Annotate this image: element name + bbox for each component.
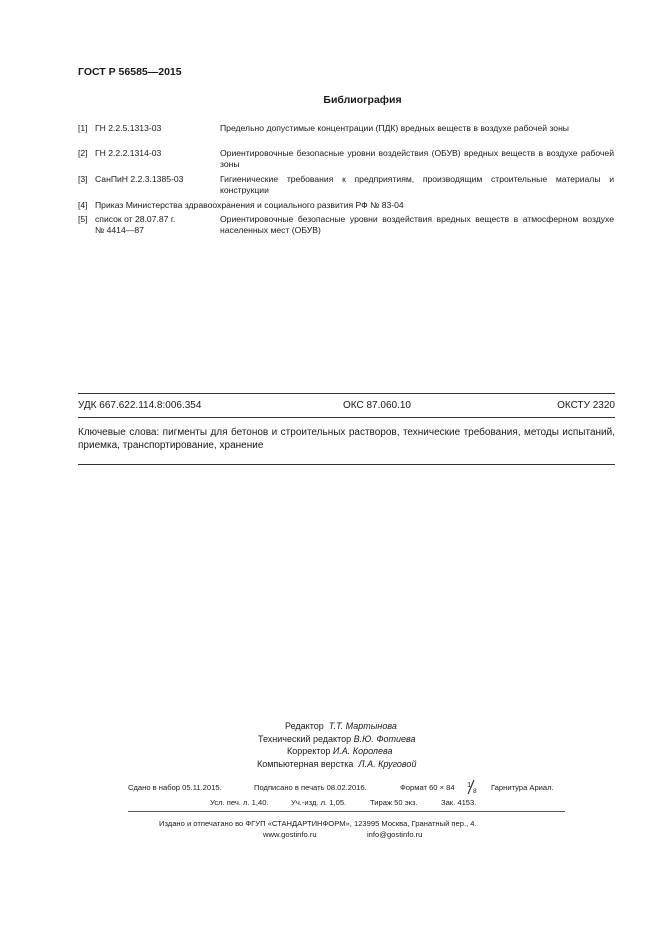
publisher-website[interactable]: www.gostinfo.ru [263, 830, 317, 839]
editor-row [285, 720, 397, 733]
standard-header: ГОСТ Р 56585—2015 [78, 66, 182, 78]
bib-entry-number: [4] [78, 200, 88, 210]
order-number: Зак. 4153. [441, 798, 477, 807]
bib-entry-code: ГН 2.2.5.1313-03 [95, 123, 162, 133]
bib-entry-5 [78, 214, 618, 236]
typeset-date: Сдано в набор 05.11.2015. [128, 783, 222, 792]
bib-entry-3 [78, 174, 618, 196]
oks-code: ОКС 87.060.10 [343, 400, 411, 411]
bib-entry-title: Предельно допустимые концентрации (ПДК) вредных веществ в воздухе рабочей зоны [220, 123, 569, 133]
publisher-email[interactable]: info@gostinfo.ru [367, 830, 423, 839]
corrector-row [287, 745, 393, 758]
bib-entry-number: [2] [78, 148, 88, 158]
editor-label: Редактор [285, 721, 324, 731]
format-fraction-numerator: 1 [467, 780, 472, 789]
corrector-label: Корректор [287, 746, 331, 756]
layout-name: Л.А. Круговой [358, 758, 417, 769]
bib-entry-title: Гигиенические требования к предприятиям, производящим строительные материалы и конструкции [220, 174, 614, 195]
udk-code: УДК 667.622.114.8:006.354 [78, 400, 202, 411]
publishing-sheets: Уч.-изд. л. 1,05. [291, 798, 347, 807]
bibliography-title-text: Библиография [323, 94, 402, 106]
bib-entry-code: СанПиН 2.2.3.1385-03 [95, 174, 184, 184]
bib-entry-number: [1] [78, 123, 88, 133]
bib-entry-code: список от 28.07.87 г. [95, 214, 176, 224]
bib-entry-code: ГН 2.2.2.1314-03 [95, 148, 162, 158]
bib-entry-title: Ориентировочные безопасные уровни воздействия (ОБУВ) вредных веществ в воздухе рабочей зоны [220, 148, 614, 169]
print-run: Тираж 50 экз. [370, 798, 418, 807]
divider-top [78, 393, 615, 394]
layout-row [257, 758, 416, 771]
bib-entry-title: Приказ Министерства здравоохранения и социального развития РФ № 83-04 [95, 200, 404, 210]
tech-editor-name: В.Ю. Фотиева [353, 733, 416, 744]
corrector-name: И.А. Королева [332, 746, 393, 756]
publication-divider [128, 811, 565, 812]
print-signed-date: Подписано в печать 08.02.2016. [254, 783, 367, 792]
layout-label: Компьютерная верстка [257, 758, 354, 769]
publisher-info: Издано и отпечатано во ФГУП «СТАНДАРТИНФОРМ», 123995 Москва, Гранатный пер., 4. [159, 819, 477, 828]
bib-entry-code-line2: № 4414—87 [95, 225, 144, 235]
format: Формат 60 × 84 [400, 783, 455, 792]
tech-editor-label: Технический редактор [258, 733, 352, 744]
divider-bottom [78, 464, 615, 465]
typeface: Гарнитура Ариал. [491, 783, 554, 792]
bib-entry-number: [5] [78, 214, 88, 224]
bib-entry-title: Ориентировочные безопасные уровни воздействия вредных веществ в атмосферном воздухе населенных мест (ОБУВ) [220, 214, 614, 235]
printed-sheets: Усл. печ. л. 1,40. [210, 798, 269, 807]
bib-entry-number: [3] [78, 174, 88, 184]
editor-name: Т.Т. Мартынова [328, 721, 397, 731]
tech-editor-row [258, 733, 416, 746]
bibliography-title [0, 94, 661, 106]
bib-entry-2 [78, 148, 618, 170]
keywords: Ключевые слова: пигменты для бетонов и строительных растворов, технические требования, методы испытаний, приемка, транспортирование, хранение [78, 427, 615, 451]
bib-entry-4 [78, 200, 618, 211]
okstu-code: ОКСТУ 2320 [557, 400, 615, 411]
bib-entry-1 [78, 123, 618, 145]
divider-middle [78, 417, 615, 418]
format-fraction-denominator: 8 [473, 788, 477, 795]
